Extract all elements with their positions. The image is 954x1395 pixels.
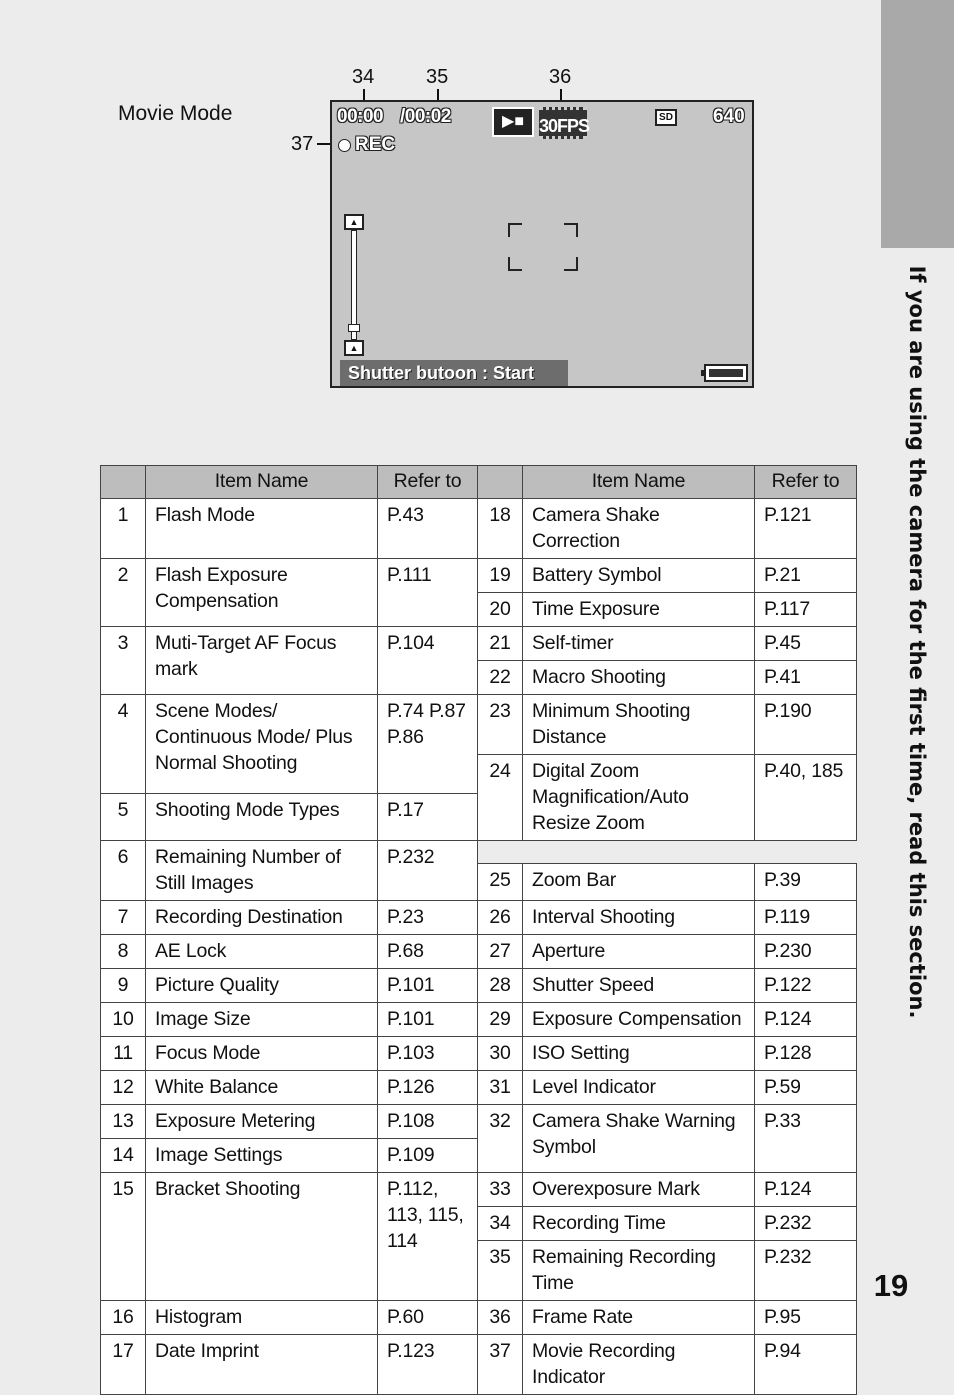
item-name: White Balance — [146, 1071, 378, 1105]
refer-to-page: P.17 — [378, 793, 478, 840]
item-number: 10 — [101, 1003, 146, 1037]
refer-to-page: P.45 — [755, 627, 857, 661]
callout-36: 36 — [549, 66, 572, 88]
item-name: Overexposure Mark — [523, 1173, 755, 1207]
item-number: 16 — [101, 1301, 146, 1335]
item-reference-table — [100, 465, 857, 1395]
item-name: Picture Quality — [146, 969, 378, 1003]
table-row — [101, 1173, 857, 1207]
image-size: 640 — [713, 106, 745, 127]
refer-to-page: P.23 — [378, 901, 478, 935]
refer-to-page: P.123 — [378, 1335, 478, 1395]
item-number: 6 — [101, 841, 146, 901]
refer-to-page: P.103 — [378, 1037, 478, 1071]
item-name: Recording Time — [523, 1207, 755, 1241]
refer-to-page: P.43 — [378, 499, 478, 559]
item-name: Zoom Bar — [523, 863, 755, 900]
battery-icon — [704, 364, 748, 382]
item-number: 2 — [101, 559, 146, 627]
header-item-name: Item Name — [523, 466, 755, 499]
refer-to-page: P.232 — [755, 1241, 857, 1301]
table-row — [101, 969, 857, 1003]
item-name: Scene Modes/ Continuous Mode/ Plus Normal Shooting — [146, 695, 378, 794]
sd-card-icon: SD — [655, 109, 677, 126]
callout-34: 34 — [352, 66, 375, 88]
refer-to-page: P.33 — [755, 1105, 857, 1173]
item-name: Exposure Compensation — [523, 1003, 755, 1037]
refer-to-page: P.39 — [755, 863, 857, 900]
item-name: Exposure Metering — [146, 1105, 378, 1139]
header-number — [101, 466, 146, 499]
item-name: Movie Recording Indicator — [523, 1335, 755, 1395]
item-name: Aperture — [523, 935, 755, 969]
zoom-wide-icon: ▲ — [344, 340, 364, 356]
item-name: Frame Rate — [523, 1301, 755, 1335]
af-frame-corner-icon — [564, 257, 578, 271]
item-number: 29 — [478, 1003, 523, 1037]
item-name: Recording Destination — [146, 901, 378, 935]
refer-to-page: P.232 — [755, 1207, 857, 1241]
af-frame-corner-icon — [508, 257, 522, 271]
table-row — [101, 627, 857, 661]
refer-to-page: P.21 — [755, 559, 857, 593]
refer-to-page: P.101 — [378, 1003, 478, 1037]
item-name: Interval Shooting — [523, 901, 755, 935]
item-number: 22 — [478, 661, 523, 695]
item-number: 37 — [478, 1335, 523, 1395]
item-number: 36 — [478, 1301, 523, 1335]
zoom-bar-indicator — [348, 324, 360, 332]
item-number: 8 — [101, 935, 146, 969]
item-name: Remaining Recording Time — [523, 1241, 755, 1301]
table-row — [101, 901, 857, 935]
table-row — [101, 1071, 857, 1105]
table-row — [101, 1335, 857, 1395]
shutter-guide-text: Shutter butoon : Start — [340, 360, 568, 386]
table-row — [101, 1003, 857, 1037]
af-frame-corner-icon — [508, 223, 522, 237]
item-number: 1 — [101, 499, 146, 559]
item-name: AE Lock — [146, 935, 378, 969]
section-heading: If you are using the camera for the first time, read this section. — [905, 265, 929, 1019]
header-item-name: Item Name — [146, 466, 378, 499]
item-number: 15 — [101, 1173, 146, 1301]
refer-to-page: P.124 — [755, 1173, 857, 1207]
item-name: Minimum Shooting Distance — [523, 695, 755, 755]
item-number: 32 — [478, 1105, 523, 1173]
item-number: 26 — [478, 901, 523, 935]
item-name: Level Indicator — [523, 1071, 755, 1105]
item-name: Focus Mode — [146, 1037, 378, 1071]
item-name: Date Imprint — [146, 1335, 378, 1395]
section-tab — [881, 0, 954, 248]
item-name: Histogram — [146, 1301, 378, 1335]
item-name: Time Exposure — [523, 593, 755, 627]
item-number: 30 — [478, 1037, 523, 1071]
item-name: Remaining Number of Still Images — [146, 841, 378, 901]
refer-to-page: P.112, 113, 115, 114 — [378, 1173, 478, 1301]
table-header-row — [101, 466, 857, 499]
item-number: 11 — [101, 1037, 146, 1071]
item-number: 20 — [478, 593, 523, 627]
table-row — [101, 695, 857, 755]
refer-to-page: P.60 — [378, 1301, 478, 1335]
zoom-tele-icon: ▲ — [344, 214, 364, 230]
item-number: 13 — [101, 1105, 146, 1139]
item-name: Battery Symbol — [523, 559, 755, 593]
refer-to-page: P.111 — [378, 559, 478, 627]
refer-to-page: P.117 — [755, 593, 857, 627]
table-row — [101, 1037, 857, 1071]
item-name: Self-timer — [523, 627, 755, 661]
refer-to-page: P.109 — [378, 1139, 478, 1173]
item-number: 34 — [478, 1207, 523, 1241]
refer-to-page: P.121 — [755, 499, 857, 559]
header-number — [478, 466, 523, 499]
item-name: Flash Mode — [146, 499, 378, 559]
refer-to-page: P.95 — [755, 1301, 857, 1335]
table-row — [101, 559, 857, 593]
table-row — [101, 935, 857, 969]
item-number: 17 — [101, 1335, 146, 1395]
item-number: 27 — [478, 935, 523, 969]
af-frame-corner-icon — [564, 223, 578, 237]
item-number: 21 — [478, 627, 523, 661]
item-number: 12 — [101, 1071, 146, 1105]
refer-to-page: P.94 — [755, 1335, 857, 1395]
item-number: 33 — [478, 1173, 523, 1207]
item-name: Image Size — [146, 1003, 378, 1037]
table-row — [101, 841, 857, 864]
refer-to-page: P.101 — [378, 969, 478, 1003]
movie-recording-indicator: REC — [355, 134, 396, 155]
item-number: 9 — [101, 969, 146, 1003]
item-number: 31 — [478, 1071, 523, 1105]
table-row — [101, 499, 857, 559]
item-name: Camera Shake Warning Symbol — [523, 1105, 755, 1173]
refer-to-page: P.122 — [755, 969, 857, 1003]
refer-to-page: P.104 — [378, 627, 478, 695]
item-number: 3 — [101, 627, 146, 695]
item-number: 4 — [101, 695, 146, 794]
page-number: 19 — [873, 1268, 909, 1303]
item-name: Shutter Speed — [523, 969, 755, 1003]
refer-to-page: P.124 — [755, 1003, 857, 1037]
item-name: ISO Setting — [523, 1037, 755, 1071]
refer-to-page: P.128 — [755, 1037, 857, 1071]
item-name: Flash Exposure Compensation — [146, 559, 378, 627]
item-name: Muti-Target AF Focus mark — [146, 627, 378, 695]
refer-to-page: P.232 — [378, 841, 478, 901]
item-number: 28 — [478, 969, 523, 1003]
item-name: Shooting Mode Types — [146, 793, 378, 840]
refer-to-page: P.68 — [378, 935, 478, 969]
item-name: Camera Shake Correction — [523, 499, 755, 559]
item-number: 35 — [478, 1241, 523, 1301]
refer-to-page: P.108 — [378, 1105, 478, 1139]
item-name: Digital Zoom Magnification/Auto Resize Zoom — [523, 755, 755, 841]
refer-to-page: P.126 — [378, 1071, 478, 1105]
header-refer-to: Refer to — [755, 466, 857, 499]
callout-35: 35 — [426, 66, 449, 88]
movie-camera-icon: ▶■ — [492, 107, 534, 137]
item-name: Image Settings — [146, 1139, 378, 1173]
header-refer-to: Refer to — [378, 466, 478, 499]
item-number: 25 — [478, 863, 523, 900]
item-number: 24 — [478, 755, 523, 841]
item-number: 7 — [101, 901, 146, 935]
refer-to-page: P.230 — [755, 935, 857, 969]
item-number: 19 — [478, 559, 523, 593]
item-number: 23 — [478, 695, 523, 755]
refer-to-page: P.74 P.87 P.86 — [378, 695, 478, 794]
frame-rate-badge: 30FPS — [539, 107, 587, 139]
item-name: Bracket Shooting — [146, 1173, 378, 1301]
table-row — [101, 1105, 857, 1139]
refer-to-page: P.190 — [755, 695, 857, 755]
refer-to-page: P.41 — [755, 661, 857, 695]
table-row — [101, 1301, 857, 1335]
refer-to-page: P.40, 185 — [755, 755, 857, 841]
camera-screen — [330, 100, 754, 388]
item-number: 5 — [101, 793, 146, 840]
callout-37: 37 — [291, 133, 314, 155]
rec-dot-icon — [338, 139, 351, 152]
item-number: 14 — [101, 1139, 146, 1173]
table-body — [101, 499, 857, 1395]
recording-time: 00:00 — [337, 106, 384, 127]
item-name: Macro Shooting — [523, 661, 755, 695]
mode-label: Movie Mode — [118, 102, 233, 125]
refer-to-page: P.119 — [755, 901, 857, 935]
refer-to-page: P.59 — [755, 1071, 857, 1105]
item-number: 18 — [478, 499, 523, 559]
remaining-recording-time: /00:02 — [400, 106, 451, 127]
